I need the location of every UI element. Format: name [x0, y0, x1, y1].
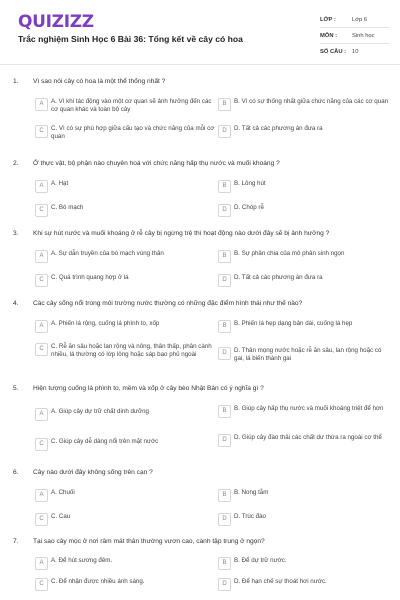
question-number: 5. [13, 385, 19, 392]
option-letter-box: B [218, 180, 231, 193]
option-letter-box: D [218, 513, 231, 526]
question-text: Cây nào dưới đây không sống trên cạn ? [33, 469, 153, 476]
option-text: B. Vì có sự thống nhất giữa chức năng của các cơ quan [234, 98, 389, 105]
meta-value: 10 [352, 48, 359, 55]
question-item [0, 385, 400, 447]
option-text: C. Cau [51, 513, 71, 520]
worksheet-meta [320, 12, 390, 59]
option-text: A. Phiến lá rộng, cuống lá phình to, xốp [51, 320, 160, 327]
option-text: C. Để nhận được nhiều ánh sáng. [51, 578, 145, 585]
option-text: B. Nong tằm [234, 489, 269, 496]
option-letter-box: D [218, 578, 231, 591]
option-letter-box: C [35, 125, 48, 138]
question-text: Tại sao cây mọc ở nơi râm mát thân thường vươn cao, cành tập trung ở ngọn? [33, 538, 265, 545]
option-text: A. Hạt [51, 180, 69, 187]
option-text: B. Giúp cây hấp thụ nước và muối khoáng triệt để hơn [234, 405, 384, 412]
option-letter-box: D [218, 204, 231, 217]
option-text: D. Tất cả các phương án đưa ra [234, 274, 323, 281]
question-item [0, 230, 400, 283]
option-text: D. Tất cả các phương án đưa ra [234, 125, 323, 132]
option-text: B. Để dự trữ nước. [234, 557, 287, 564]
option-letter-box: D [218, 125, 231, 138]
meta-row-subject [320, 28, 390, 44]
meta-value: Sinh học [352, 32, 375, 39]
question-item [0, 538, 400, 587]
question-number: 7. [13, 538, 19, 545]
option-text: C. Vì có sự phù hợp giữa cấu tạo và chức năng của mỗi cơ quan [51, 125, 215, 141]
question-text: Các cây sống nổi trong môi trường nước thường có những đặc điểm hình thái như thế nào? [33, 300, 303, 307]
option-letter-box: A [35, 408, 48, 421]
question-number: 3. [13, 230, 19, 237]
option-letter-box: A [35, 250, 48, 263]
meta-row-class [320, 12, 390, 28]
option-letter-box: C [35, 343, 48, 356]
option-text: C. Giúp cây dễ dàng nổi trên mặt nước [51, 438, 159, 445]
option-letter-box: A [35, 98, 48, 111]
quizizz-logo: QUIZIZZ [18, 12, 94, 32]
option-letter-box: A [35, 180, 48, 193]
option-letter-box: C [35, 274, 48, 287]
option-text: A. Vì khi tác động vào một cơ quan sẽ ảnh hưởng đến các cơ quan khác và toàn bộ cây [51, 98, 212, 114]
option-text: B. Sự phân chia của mô phân sinh ngọn [234, 250, 345, 257]
option-text: C. Bó mạch [51, 204, 84, 211]
option-text: A. Chuối [51, 489, 75, 496]
worksheet-header [0, 0, 400, 65]
option-text: B. Lông hút [234, 180, 266, 187]
option-letter-box: C [35, 578, 48, 591]
option-text: A. Để hút sương đêm. [51, 557, 113, 564]
question-number: 4. [13, 300, 19, 307]
question-number: 1. [13, 78, 19, 85]
worksheet-title: Trắc nghiệm Sinh Học 6 Bài 36: Tổng kết về cây có hoa [18, 34, 243, 44]
option-text: A. Giúp cây dự trữ chất dinh dưỡng [51, 408, 149, 415]
option-letter-box: B [218, 250, 231, 263]
question-item [0, 300, 400, 363]
option-letter-box: C [35, 438, 48, 451]
option-letter-box: B [218, 489, 231, 502]
option-letter-box: D [218, 434, 231, 447]
option-letter-box: C [35, 204, 48, 217]
option-text: C. Rễ ăn sâu hoặc lan rộng và nông, thân thấp, phân cành nhiều, lá thường có lớp lông hoặc sáp bao phủ ngoài [51, 343, 212, 359]
meta-value: Lớp 6 [352, 16, 368, 23]
option-text: D. Chóp rễ [234, 204, 264, 211]
question-text: Vì sao nói cây có hoa là một thể thống nhất ? [33, 78, 166, 85]
option-letter-box: A [35, 557, 48, 570]
option-letter-box: D [218, 347, 231, 360]
option-letter-box: C [35, 513, 48, 526]
option-text: D. Thân mọng nước hoặc rễ ăn sâu, lan rộng hoặc có gai, lá biến thành gai [234, 347, 382, 363]
option-text: D. Trúc đào [234, 513, 266, 520]
option-text: C. Quá trình quang hợp ở lá [51, 274, 129, 281]
option-letter-box: B [218, 98, 231, 111]
option-text: D. Giúp cây đào thải các chất dư thừa ra ngoài cơ thể [234, 434, 382, 441]
meta-label: LỚP : [320, 16, 336, 23]
meta-row-count [320, 44, 390, 59]
option-text: B. Phiến lá hẹp dạng bản dài, cuống lá hẹp [234, 320, 353, 327]
option-letter-box: B [218, 320, 231, 333]
option-letter-box: D [218, 274, 231, 287]
option-letter-box: A [35, 489, 48, 502]
question-text: Ở thực vật, bộ phận nào chuyên hoá với chức năng hấp thụ nước và muối khoáng ? [33, 160, 280, 167]
option-letter-box: B [218, 405, 231, 418]
option-letter-box: A [35, 320, 48, 333]
question-item [0, 78, 400, 141]
option-letter-box: B [218, 557, 231, 570]
option-text: A. Sự dẫn truyền của bó mạch vùng thân [51, 250, 164, 257]
question-item [0, 160, 400, 213]
meta-label: MÔN : [320, 32, 338, 39]
question-number: 2. [13, 160, 19, 167]
option-text: D. Để hạn chế sự thoát hơi nước. [234, 578, 327, 585]
question-number: 6. [13, 469, 19, 476]
question-text: Khi sự hút nước và muối khoáng ở rễ cây bị ngừng trệ thì hoạt động nào dưới đây sẽ bị ảnh hưởng ? [33, 230, 330, 237]
question-item [0, 469, 400, 522]
question-text: Hiện tượng cuống lá phình to, mềm và xốp ở cây bèo Nhật Bản có ý nghĩa gì ? [33, 385, 264, 392]
meta-label: SỐ CÂU : [320, 48, 347, 55]
